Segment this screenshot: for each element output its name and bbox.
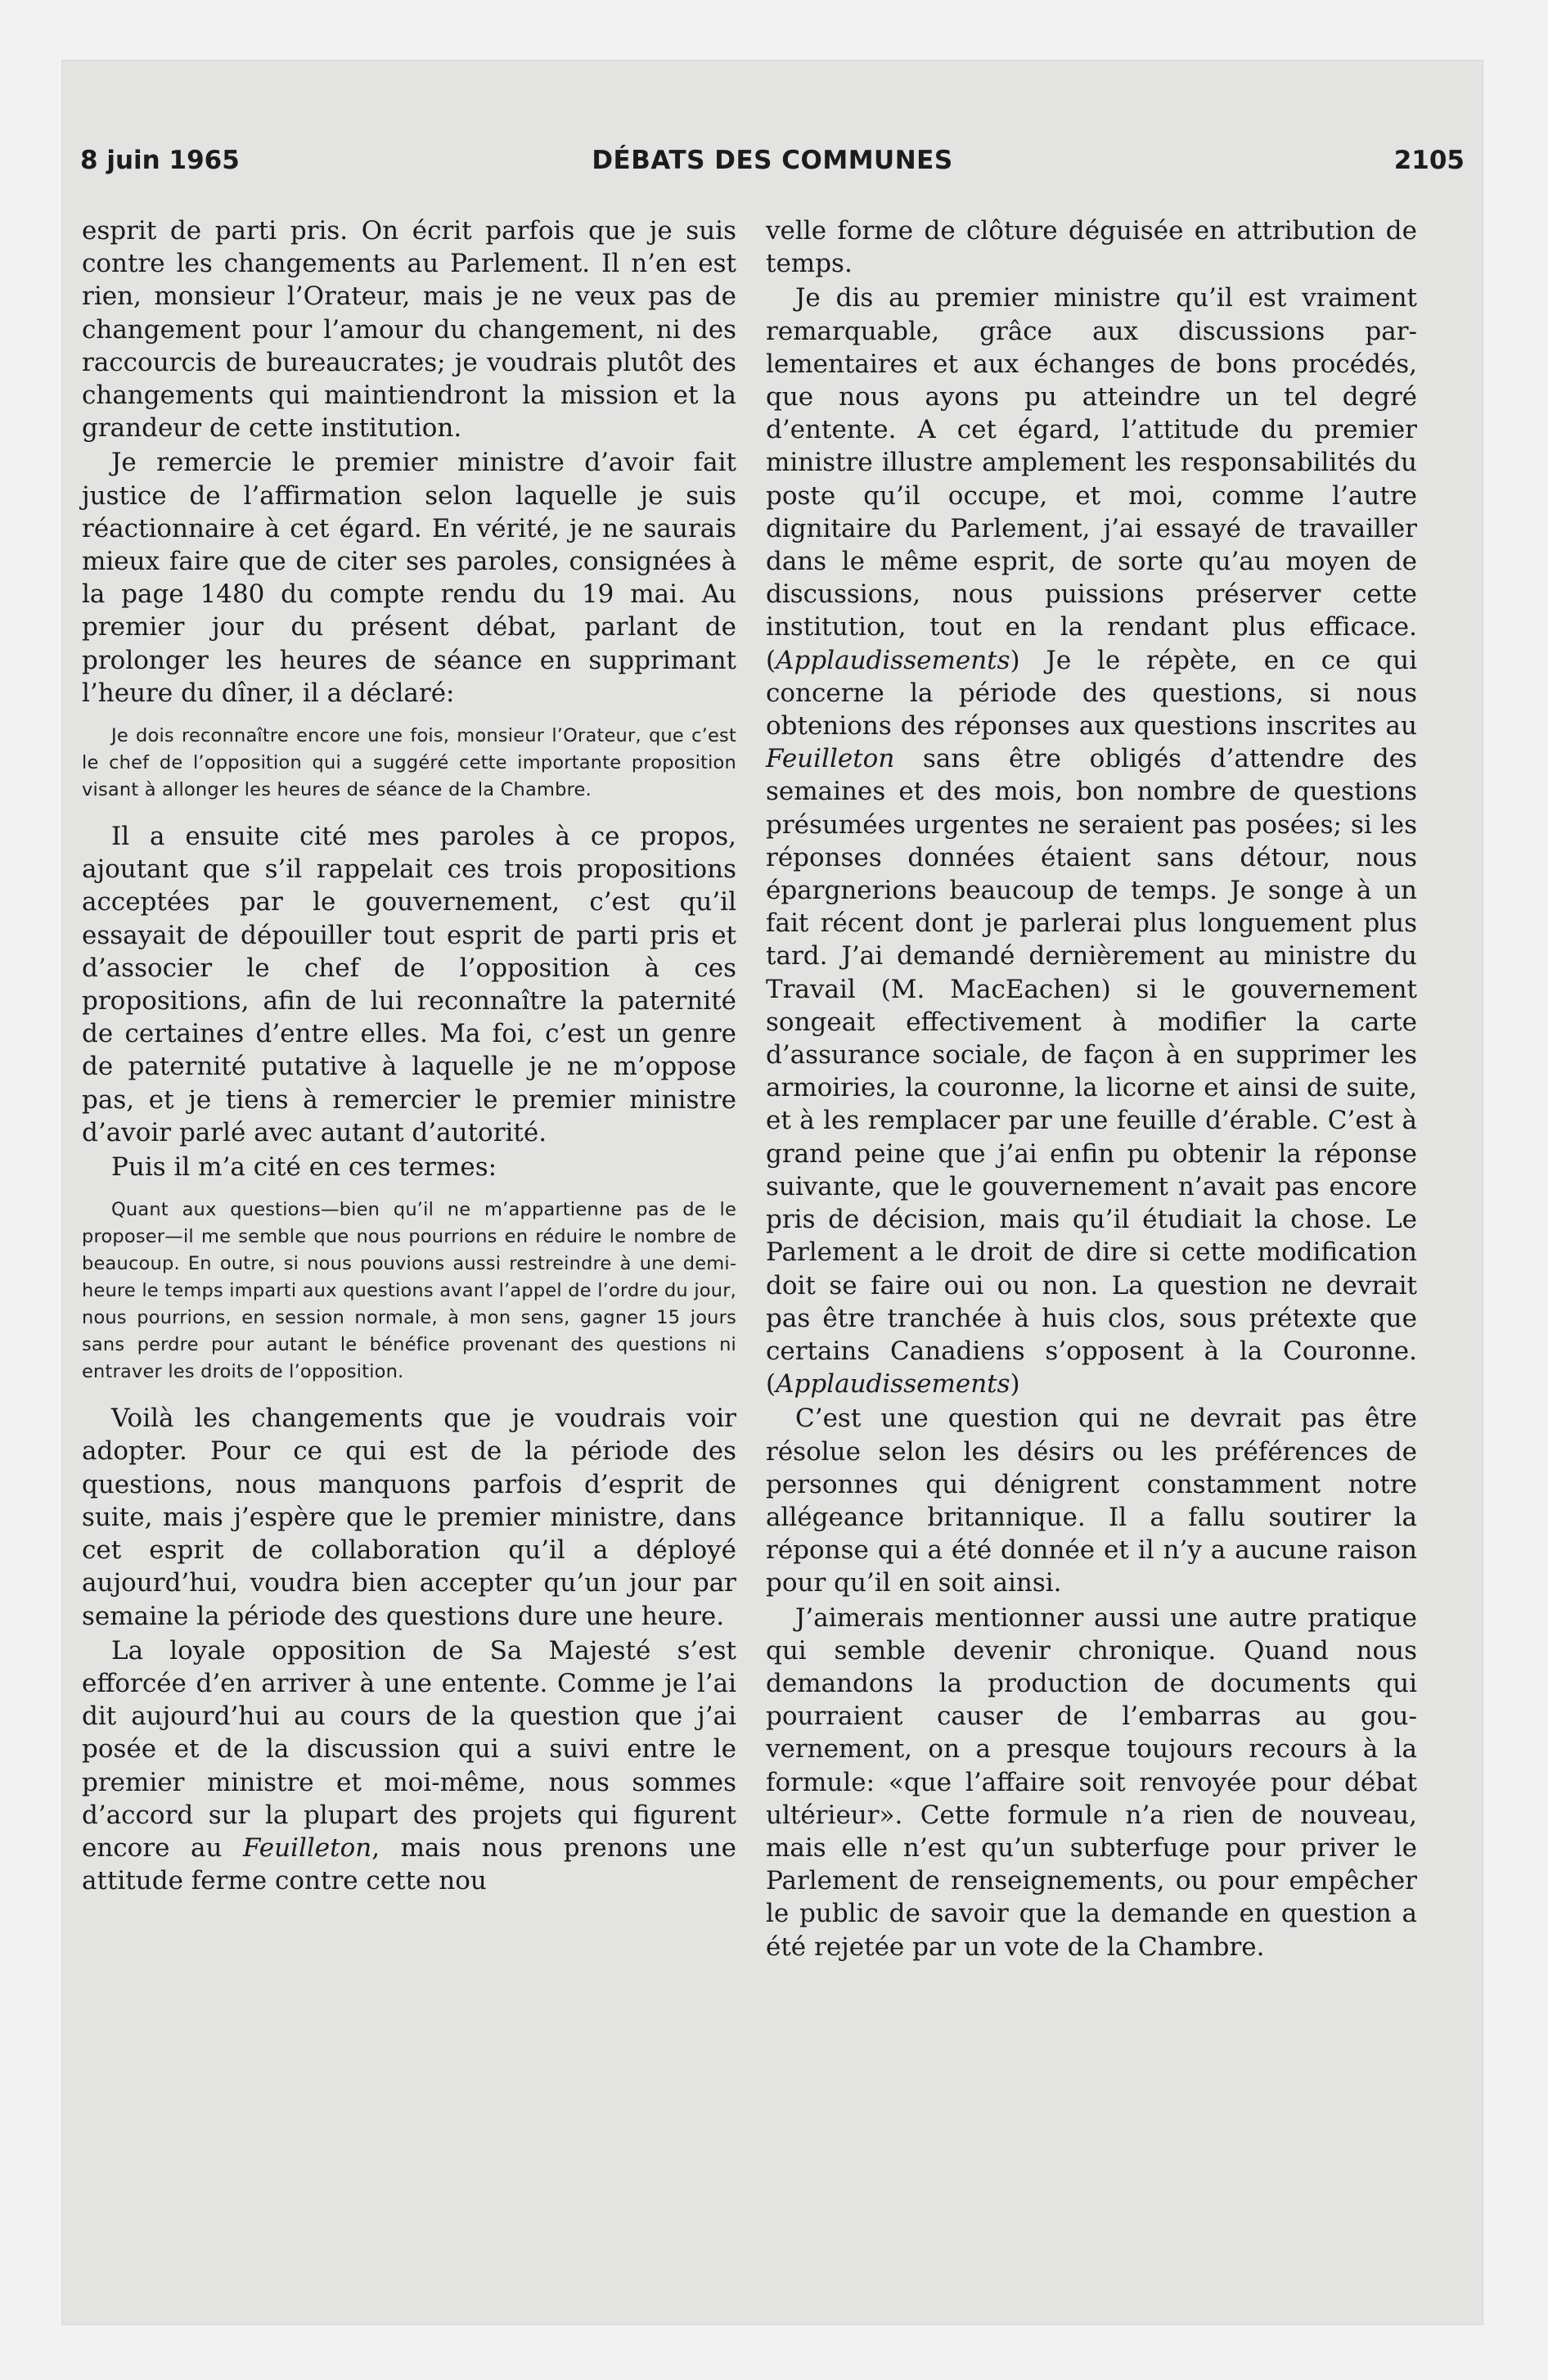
- left-paragraph-6-text-a: La loyale opposition de Sa Majesté s’est efforcée d’en arriver à une entente. Comme je l’ai dit aujourd’hui au cours de la question que j’ai posée et de la discussion qui a suivi entre le premier ministre et moi-même, nous sommes d’accord sur la plupart des projets qui figurent encore au: [82, 1635, 736, 1863]
- left-paragraph-2: Je remercie le premier ministre d’avoir fait justice de l’affirmation selon laquelle je suis réactionnaire à cet égard. En vérité, je ne saurais mieux faire que de citer ses paroles, consignées à la page 1480 du compte rendu du 19 mai. Au premier jour du présent débat, parlant de prolonger les heures de séance en supprimant l’heure du dîner, il a déclaré:: [82, 448, 736, 708]
- left-paragraph-6-italic: Feuilleton: [242, 1832, 372, 1863]
- header-title: DÉBATS DES COMMUNES: [592, 146, 953, 175]
- right-paragraph-2-italic-3: Applaudissements: [776, 1369, 1010, 1400]
- left-paragraph-1: esprit de parti pris. On écrit parfois que je suis contre les changements au Parlement. Il n’en est rien, monsieur l’Orateur, mais je ne veux pas de changement pour l’amour du changement, ni des raccourcis de bureaucrates; je voudrais plutôt des changements qui maintiendront la mission et la grandeur de cette institution.: [82, 216, 736, 444]
- page-header: [80, 146, 1465, 187]
- right-paragraph-2-italic-2: Feuilleton: [766, 744, 895, 774]
- left-quote-2: Quant aux questions—bien qu’il ne m’appartienne pas de le proposer—il me semble que nous pourrions en réduire le nombre de beaucoup. En outre, si nous pouvions aussi restreindre à une demiheure le temps imparti aux questions avant l’appel de l’ordre du jour, nous pourrions, en session normale, à mon sens, gagner 15 jours sans perdre pour autant le bénéfice provenant des questions ni entraver les droits de l’opposition.: [82, 1199, 736, 1383]
- header-page-number: 2105: [1393, 146, 1465, 175]
- left-column: [82, 214, 736, 1897]
- right-column: [766, 214, 1417, 1963]
- right-paragraph-1: velle forme de clôture déguisée en attribution de temps.: [766, 216, 1417, 279]
- right-paragraph-2: [766, 282, 1417, 1400]
- left-paragraph-6: [82, 1634, 736, 1898]
- right-paragraph-2-text-c: sans être obligés d’attendre des semaines et des mois, bon nombre de questions présumées urgentes ne seraient pas posées; si les réponses données étaient sans détour, nous épargnerions beaucoup de temps. Je songe à un fait récent dont je parlerai plus longuement plus tard. J’ai demandé dernièrement au ministre du Travail (M. MacEachen) si le gouvernement songeait effectivement à modifier la carte d’assurance sociale, de façon à en supprimer les armoiries, la couronne, la licorne et ainsi de suite, et à les remplacer par une feuille d’érable. C’est à grand peine que j’ai enfin pu obtenir la réponse suivante, que le gouvernement n’avait pas encore pris de décision, mais qu’il étudiait la chose. Le Parlement a le droit de dire si cette modification doit se faire oui ou non. La question ne devrait pas être tranchée à huis clos, sous prétexte que certains Canadiens s’opposent à la Couronne. (: [766, 744, 1417, 1400]
- left-paragraph-6-text-b: , mais nous prenons une attitude ferme contre cette nou: [82, 1832, 737, 1896]
- right-paragraph-3: C’est une question qui ne devrait pas être résolue selon les désirs ou les préférences de personnes qui dénigrent constamment notre allégeance britannique. Il a fallu soutirer la réponse qui a été donnée et il n’y a aucune raison pour qu’il en soit ainsi.: [766, 1404, 1417, 1598]
- header-date: 8 juin 1965: [80, 146, 240, 175]
- right-paragraph-2-italic-1: Applaudissements: [776, 645, 1010, 675]
- left-paragraph-3: Il a ensuite cité mes paroles à ce propos, ajoutant que s’il rappelait ces trois propositions acceptées par le gouvernement, c’est qu’il essayait de dépouiller tout esprit de parti pris et d’associer le chef de l’opposition à ces propositions, afin de lui reconnaître la paternité de certaines d’entre elles. Ma foi, c’est un genre de paternité putative à laquelle je ne m’oppose pas, et je tiens à remercier le premier ministre d’avoir parlé avec autant d’autorité.: [82, 822, 736, 1147]
- left-quote-1: Je dois reconnaître encore une fois, monsieur l’Orateur, que c’est le chef de l’opposition qui a suggéré cette importante proposition visant à allonger les heures de séance de la Chambre.: [82, 725, 736, 801]
- right-paragraph-2-text-a: Je dis au premier ministre qu’il est vraiment remarquable, grâce aux discussions parlementaires et aux échanges de bons procédés, que nous ayons pu atteindre un tel degré d’entente. A cet égard, l’attitude du premier ministre illustre amplement les responsabilités du poste qu’il occupe, et moi, comme l’autre dignitaire du Parlement, j’ai essayé de travailler dans le même esprit, de sorte qu’au moyen de discussions, nous puissions préserver cette institution, tout en la rendant plus efficace. (: [766, 283, 1417, 675]
- right-paragraph-2-text-b: ) Je le répète, en ce qui concerne la période des questions, si nous obtenions des réponses aux questions inscrites au: [766, 645, 1417, 741]
- left-paragraph-4: Puis il m’a cité en ces termes:: [111, 1152, 497, 1183]
- right-paragraph-2-text-d: ): [1010, 1369, 1020, 1400]
- right-paragraph-4: J’aimerais mentionner aussi une autre pratique qui semble devenir chronique. Quand nous demandons la production de documents qui pourraient causer de l’embarras au gouvernement, on a presque toujours recours à la formule: «que l’affaire soit renvoyée pour débat ultérieur». Cette formule n’a rien de nouveau, mais elle n’est qu’un subterfuge pour priver le Parlement de renseignements, ou pour empêcher le public de savoir que la demande en question a été rejetée par un vote de la Chambre.: [766, 1602, 1417, 1962]
- left-paragraph-5: Voilà les changements que je voudrais voir adopter. Pour ce qui est de la période des questions, nous manquons parfois d’esprit de suite, mais j’espère que le premier ministre, dans cet esprit de collaboration qu’il a déployé aujourd’hui, voudra bien accepter qu’un jour par semaine la période des questions dure une heure.: [82, 1404, 736, 1631]
